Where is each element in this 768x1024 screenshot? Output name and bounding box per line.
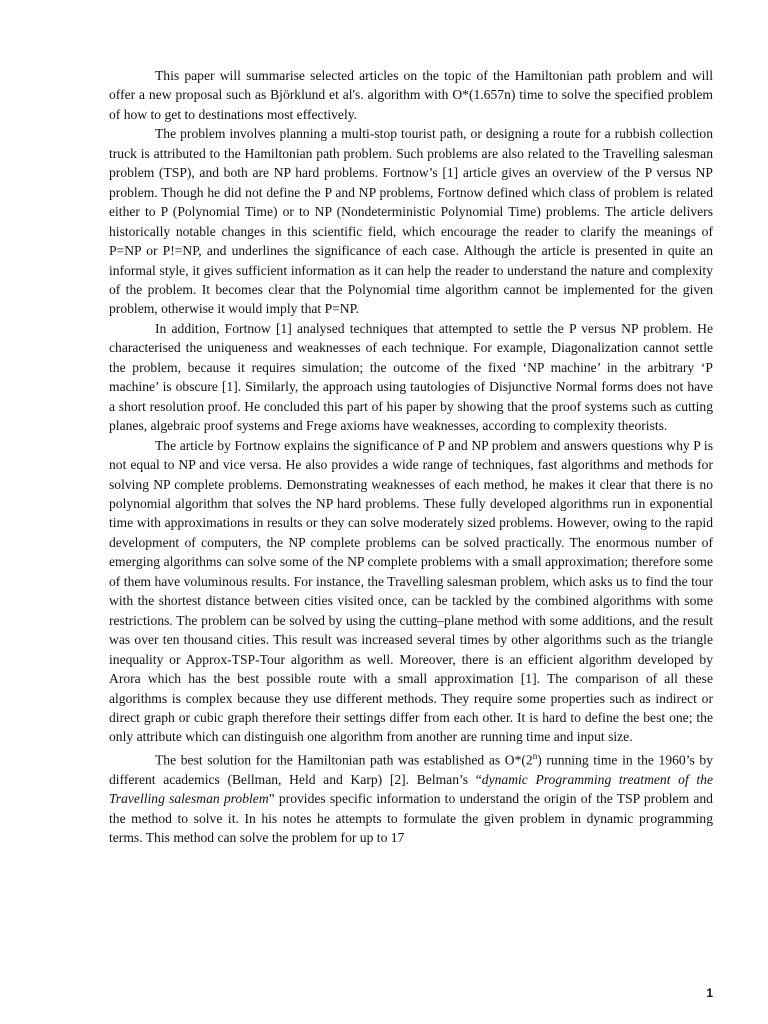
paragraph: [109, 747, 713, 848]
superscript-text: n: [532, 750, 538, 761]
paragraph: [109, 66, 713, 124]
body-text: [109, 66, 713, 848]
text-run: This paper will summarise selected articles on the topic of the Hamiltonian path problem and will offer a new proposal such as Björklund et al's. algorithm with O*(1.657n) time to solve the specified problem of how to get to destinations most effectively.: [109, 68, 713, 122]
paragraph: [109, 436, 713, 747]
page-number: 1: [706, 986, 713, 1000]
text-run: The problem involves planning a multi-stop tourist path, or designing a route for a rubbish collection truck is attributed to the Hamiltonian path problem. Such problems are also related to the Travelling salesman problem (TSP), and both are NP hard problems. Fortnow’s [1] article gives an overview of the P versus NP problem. Though he did not define the P and NP problems, Fortnow defined which class of problem is related either to P (Polynomial Time) or to NP (Nondeterministic Polynomial Time) problems. The article delivers historically notable changes in this scientific field, which encourage the reader to clarify the meanings of P=NP or P!=NP, and underlines the significance of each case. Although the article is presented in quite an informal style, it gives sufficient information as it can help the reader to understand the nature and complexity of the problem. It becomes clear that the Polynomial time algorithm cannot be implemented for the given problem, otherwise it would imply that P=NP.: [109, 126, 713, 317]
text-run: In addition, Fortnow [1] analysed techniques that attempted to settle the P versus NP problem. He characterised the uniqueness and weaknesses of each technique. For example, Diagonalization cannot settle the problem, because it requires simulation; the outcome of the fixed ‘NP machine’ in the arbitrary ‘P machine’ is obscure [1]. Similarly, the approach using tautologies of Disjunctive Normal forms does not have a short resolution proof. He concluded this part of his paper by showing that the proof systems such as cutting planes, algebraic proof systems and Frege axioms have weaknesses, according to complexity theorists.: [109, 320, 713, 434]
text-run: ” provides specific information to understand the origin of the TSP problem and the method to solve it. In his notes he attempts to formulate the given problem in dynamic programming terms. This method can solve the problem for up to 17: [109, 791, 713, 846]
italic-text: dynamic Programming treatment of the Travelling salesman problem: [109, 771, 713, 807]
paragraph: [109, 124, 713, 319]
text-run: The best solution for the Hamiltonian path was established as O*(2: [155, 752, 533, 768]
text-run: The article by Fortnow explains the significance of P and NP problem and answers questions why P is not equal to NP and vice versa. He also provides a wide range of techniques, fast algorithms and methods for solving NP complete problems. Demonstrating weaknesses of each method, he makes it clear that there is no polynomial algorithm that solves the NP hard problems. These fully developed algorithms run in exponential time with approximations in results or they can solve moderately sized problems. However, owing to the rapid development of computers, the NP complete problems can be solved practically. The enormous number of emerging algorithms can solve some of the NP complete problems with a small approximation; therefore some of them have voluminous results. For instance, the Travelling salesman problem, which asks us to find the tour with the shortest distance between cities visited once, can be tackled by the combined algorithms with some restrictions. The problem can be solved by using the cutting–plane method with some additions, and the result was over ten thousand cities. This result was increased several times by other algorithms such as the triangle inequality or Approx-TSP-Tour algorithm as well. Moreover, there is an efficient algorithm developed by Arora which has the best possible route with a small approximation [1]. The comparison of all these algorithms is complex because they use different methods. They require some properties such as indirect or direct graph or cubic graph therefore their settings differ from each other. It is hard to define the best one; the only attribute which can distinguish one algorithm from another are running time and input size.: [109, 437, 713, 745]
text-run: ) running time in the 1960’s by different academics (Bellman, Held and Karp) [2]. Belman’s “: [109, 752, 713, 787]
paragraph: [109, 319, 713, 436]
